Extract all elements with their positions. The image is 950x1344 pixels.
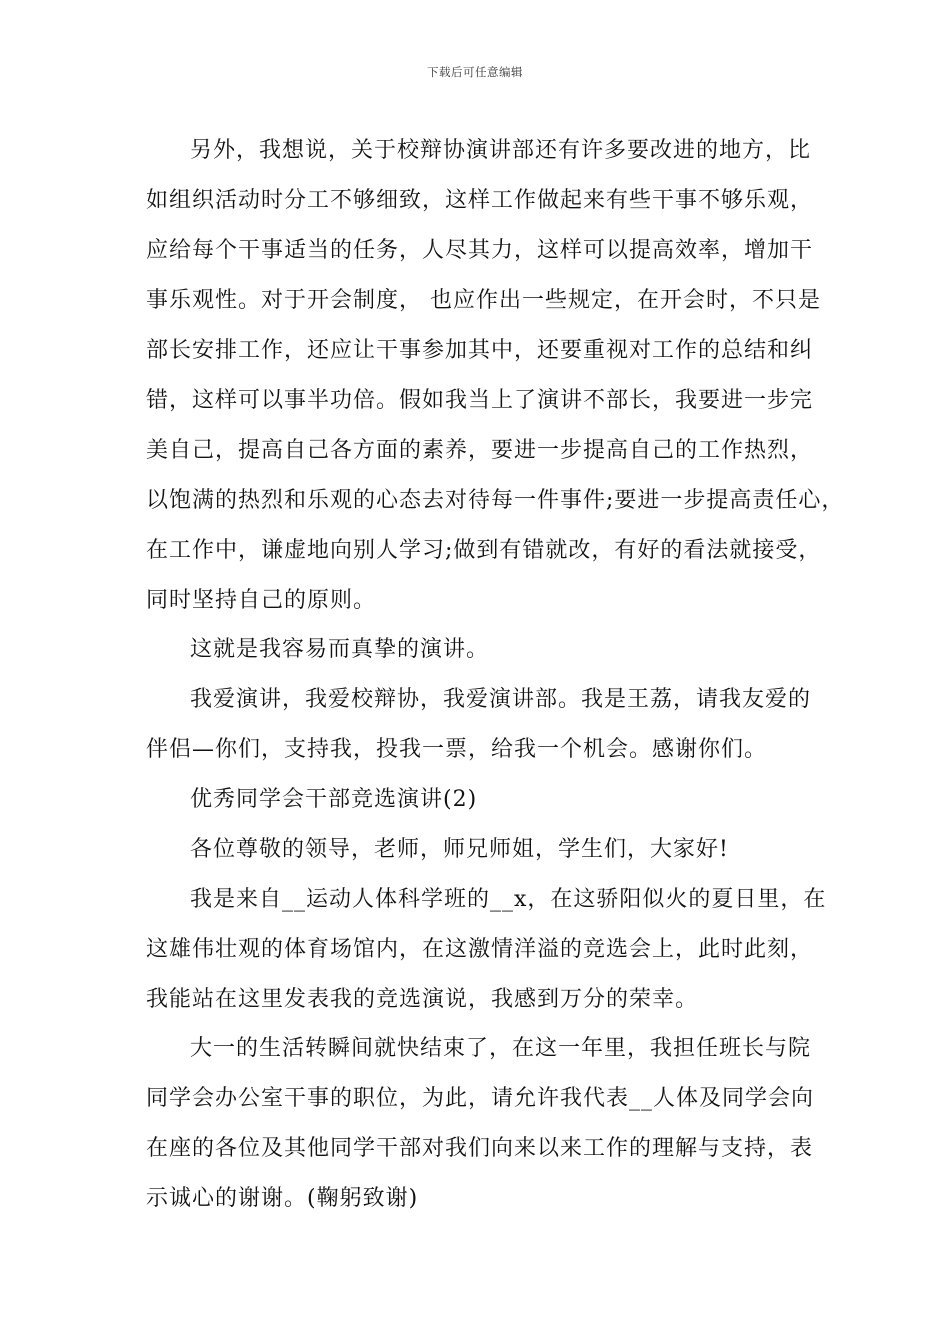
paragraph-line: 应给每个干事适当的任务，人尽其力，这样可以提高效率，增加干: [146, 238, 814, 263]
paragraph-line: 大一的生活转瞬间就快结束了，在这一年里，我担任班长与院: [190, 1036, 812, 1061]
paragraph-line: 事乐观性。对于开会制度， 也应作出一些规定，在开会时，不只是: [146, 288, 821, 313]
paragraph-line: 错，这样可以事半功倍。假如我当上了演讲不部长，我要进一步完: [146, 388, 814, 413]
paragraph-line: 我爱演讲，我爱校辩协，我爱演讲部。我是王荔，请我友爱的: [190, 687, 812, 712]
paragraph-line: 在座的各位及其他同学干部对我们向来以来工作的理解与支持，表: [146, 1136, 814, 1161]
paragraph-line: 同时坚持自己的原则。: [146, 588, 377, 613]
paragraph-line: 部长安排工作，还应让干事参加其中，还要重视对工作的总结和纠: [146, 338, 814, 363]
paragraph-line: 美自己，提高自己各方面的素养，要进一步提高自己的工作热烈，: [146, 438, 814, 463]
paragraph-line: 另外，我想说，关于校辩协演讲部还有许多要改进的地方，比: [190, 138, 812, 163]
paragraph-line: 如组织活动时分工不够细致，这样工作做起来有些干事不够乐观，: [146, 188, 814, 213]
page-header: 下载后可任意编辑: [427, 65, 523, 79]
paragraph-line: 示诚心的谢谢。(鞠躬致谢): [146, 1186, 419, 1211]
paragraph-line: 以饱满的热烈和乐观的心态去对待每一件事件;要进一步提高责任心，: [146, 488, 845, 513]
paragraph-line: 我是来自__运动人体科学班的__x，在这骄阳似火的夏日里，在: [190, 887, 827, 912]
paragraph-line: 我能站在这里发表我的竞选演说，我感到万分的荣幸。: [146, 987, 699, 1012]
paragraph-line: 这就是我容易而真挚的演讲。: [190, 637, 490, 662]
paragraph-line: 这雄伟壮观的体育场馆内，在这激情洋溢的竞选会上，此时此刻，: [146, 937, 814, 962]
section-title: 优秀同学会干部竞选演讲(2): [190, 787, 478, 812]
paragraph-line: 同学会办公室干事的职位，为此，请允许我代表__人体及同学会向: [146, 1086, 815, 1111]
paragraph-line: 在工作中，谦虚地向别人学习;做到有错就改，有好的看法就接受，: [146, 538, 822, 563]
paragraph-line: 伴侣—你们，支持我，投我一票，给我一个机会。感谢你们。: [146, 737, 768, 762]
paragraph-line: 各位尊敬的领导，老师，师兄师姐，学生们，大家好!: [190, 837, 729, 862]
